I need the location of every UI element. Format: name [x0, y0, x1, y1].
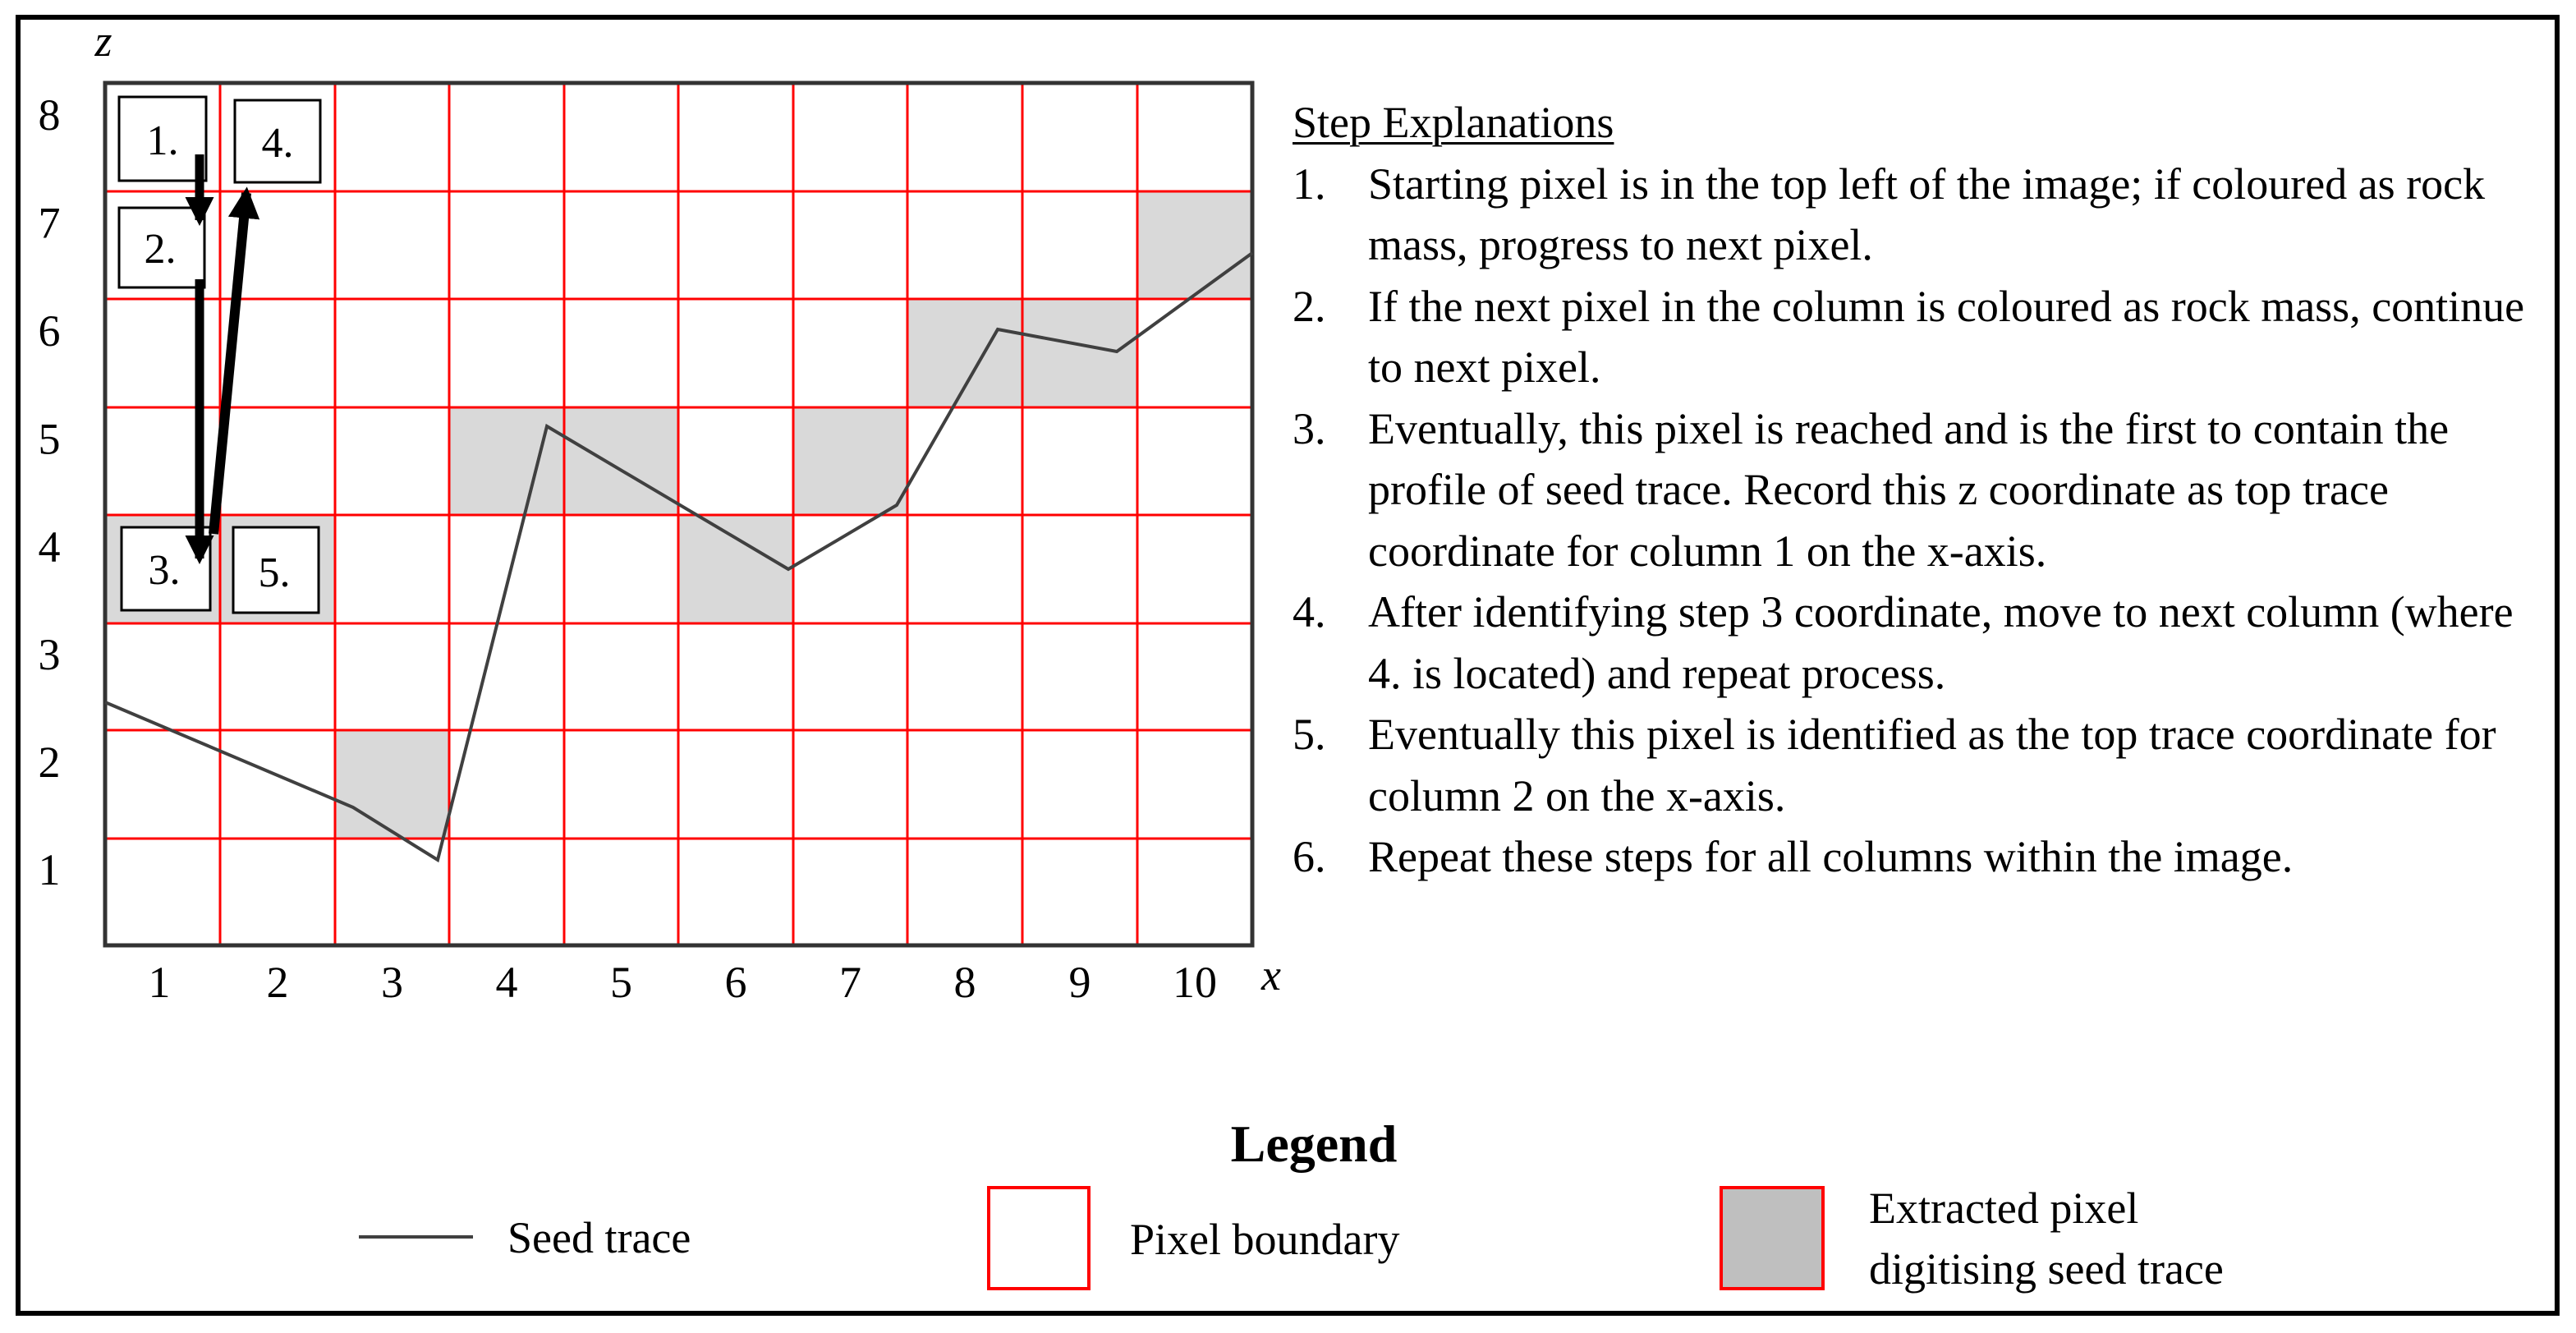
extracted-pixel-cell — [907, 299, 1022, 407]
extracted-pixel-cell — [1022, 299, 1137, 407]
extracted-pixel-cell — [449, 407, 564, 515]
step-number: 2. — [1293, 281, 1326, 331]
x-axis-label: x — [1261, 950, 1281, 1000]
step-explanations-title: Step Explanations — [1293, 98, 1614, 147]
step-number: 5. — [1293, 710, 1326, 759]
z-tick-label: 7 — [38, 198, 61, 248]
step-box-4 — [235, 100, 320, 182]
x-tick-label: 6 — [724, 958, 747, 1007]
x-tick-label: 9 — [1068, 958, 1091, 1007]
step-box-3-label: 3. — [148, 547, 181, 594]
z-tick-label: 4 — [38, 522, 61, 572]
z-tick-label: 3 — [38, 630, 61, 679]
extracted-pixel-cell — [564, 407, 678, 515]
x-tick-label: 2 — [266, 958, 289, 1007]
x-tick-label: 3 — [381, 958, 403, 1007]
step-text: Starting pixel is in the top left of the image; if coloured as rock mass, progress to next pixel. — [1368, 159, 2486, 269]
arrow-step3-to-step4 — [214, 193, 246, 534]
step-box-2 — [119, 208, 204, 287]
extracted-pixel-cell — [335, 730, 449, 839]
x-tick-label: 10 — [1173, 958, 1217, 1007]
z-tick-label: 6 — [38, 306, 61, 356]
step-text: Eventually, this pixel is reached and is the first to contain the profile of seed trace. Record this z coordinate as top trace coordinate for column 1 on the x-axis. — [1368, 403, 2450, 576]
z-tick-label: 5 — [38, 414, 61, 464]
step-item-5 — [1293, 704, 2557, 826]
step-box-2-label: 2. — [144, 226, 177, 273]
step-text: Eventually this pixel is identified as the top trace coordinate for column 2 on the x-axis. — [1368, 710, 2496, 820]
step-number: 6. — [1293, 832, 1326, 881]
legend-pixel-boundary-label: Pixel boundary — [1130, 1215, 1400, 1264]
step-box-1 — [119, 97, 206, 181]
step-text: After identifying step 3 coordinate, move to next column (where 4. is located) and repeat process. — [1368, 587, 2514, 698]
x-tick-label: 4 — [495, 958, 518, 1007]
step-list — [1293, 154, 2557, 888]
step-box-1-label: 1. — [146, 117, 179, 164]
z-tick-labels — [39, 90, 61, 894]
legend-extracted-pixel-line-1: Extracted pixel — [1869, 1184, 2139, 1233]
step-item-6 — [1293, 826, 2557, 888]
step-number: 1. — [1293, 159, 1326, 209]
legend-title: Legend — [1230, 1115, 1398, 1173]
x-tick-labels — [149, 958, 1218, 1007]
step-item-2 — [1293, 276, 2557, 398]
x-tick-label: 8 — [953, 958, 976, 1007]
extracted-pixel-cell — [793, 407, 907, 515]
extracted-pixel-cell — [1137, 191, 1252, 299]
legend-pixel-boundary-swatch — [989, 1188, 1089, 1289]
x-tick-label: 1 — [148, 958, 171, 1007]
z-tick-label: 1 — [38, 845, 61, 894]
step-explanations — [1293, 92, 2557, 888]
x-tick-label: 7 — [839, 958, 861, 1007]
z-tick-label: 2 — [38, 738, 61, 787]
step-number: 3. — [1293, 403, 1326, 453]
z-axis-label: z — [94, 16, 112, 66]
step-box-4-label: 4. — [261, 120, 294, 167]
step-number: 4. — [1293, 587, 1326, 637]
step-item-1 — [1293, 154, 2557, 276]
legend-extracted-pixel-swatch — [1721, 1188, 1823, 1289]
legend-extracted-pixel-label — [1869, 1178, 2224, 1299]
step-box-5-label: 5. — [258, 549, 291, 596]
step-item-4 — [1293, 581, 2557, 704]
step-item-3 — [1293, 398, 2557, 582]
step-text: If the next pixel in the column is coloured as rock mass, continue to next pixel. — [1368, 281, 2525, 392]
pixel-grid — [105, 83, 1252, 945]
step-text: Repeat these steps for all columns within the image. — [1368, 832, 2294, 881]
x-tick-label: 5 — [610, 958, 632, 1007]
z-tick-label: 8 — [38, 90, 61, 140]
step-box-5 — [233, 527, 319, 613]
extracted-pixel-cell — [678, 515, 793, 623]
legend-seed-trace-label: Seed trace — [507, 1213, 691, 1262]
legend-extracted-pixel-line-2: digitising seed trace — [1869, 1244, 2224, 1294]
